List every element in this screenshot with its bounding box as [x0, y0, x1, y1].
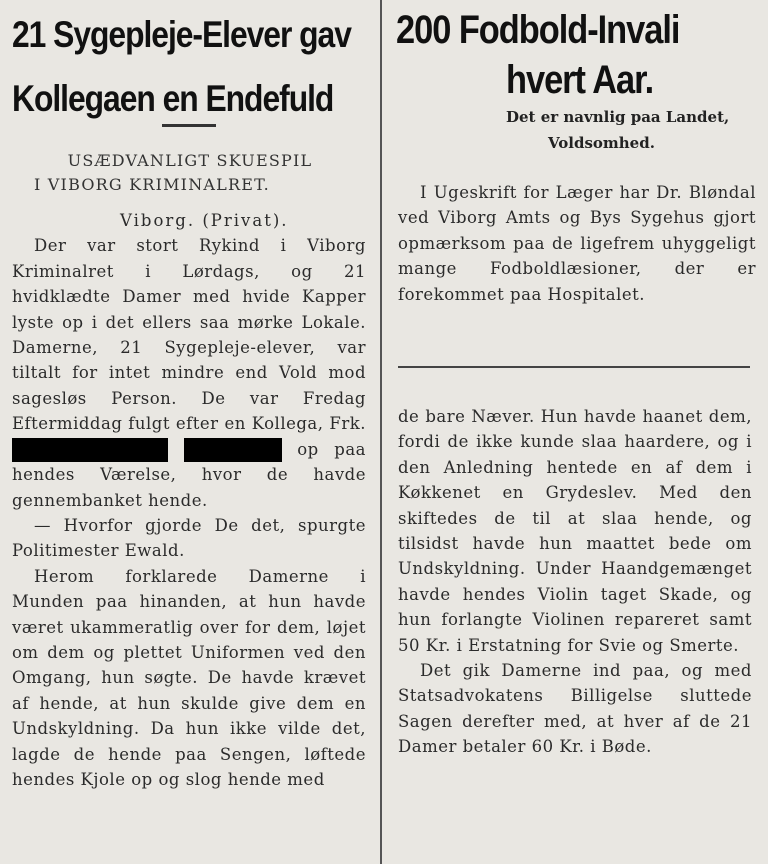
headline-dash-divider: [166, 124, 216, 130]
left-paragraph-1-text-b: op paa hendes Værelse, hvor de havde gennembanket hende.: [12, 439, 367, 510]
right-deck-line2: Voldsomhed.: [548, 134, 655, 152]
horizontal-rule: [398, 366, 750, 368]
continuation-paragraph-2: Det gik Damerne ind paa, og med Statsadvokatens Billigelse sluttede Sagen derefter med, at hver af de 21 Damer betaler 60 Kr. i Bøde.: [398, 661, 752, 757]
left-paragraph-2: — Hvorfor gjorde De det, spurgte Politimester Ewald.: [12, 515, 366, 561]
redaction-bar: [184, 438, 282, 462]
right-body: [398, 180, 756, 307]
right-deck-line1: Det er navnlig paa Landet,: [506, 108, 730, 126]
column-divider: [380, 0, 382, 864]
redaction-bar: [12, 438, 168, 462]
right-paragraph-1: I Ugeskrift for Læger har Dr. Bløndal ved Viborg Amts og Bys Sygehus gjort opmærksom paa de ligefrem uhyggeligt mange Fodboldlæsioner, der er forekommet paa Hospitalet.: [398, 183, 756, 304]
left-paragraph-1-text-a: Der var stort Rykind i Viborg Kriminalret i Lørdags, og 21 hvidklædte Damer med hvide Kapper lyste op i det ellers saa mørke Lokale. Damerne, 21 Sygepleje-elever, var tiltalt for intet mindre end Vold mod sagesløs Person. De var Fredag Eftermiddag fulgt efter en Kollega, Frk.: [12, 236, 366, 434]
left-headline-line1: 21 Sygepleje-Elever gav: [12, 14, 351, 55]
left-body: [12, 208, 366, 792]
left-paragraph-1: [12, 233, 366, 513]
right-headline-line1: 200 Fodbold-Invali: [396, 8, 680, 52]
continuation-body: [398, 404, 752, 760]
left-article: [0, 0, 378, 864]
left-subheading-1: USÆDVANLIGT SKUESPIL: [67, 151, 313, 170]
continuation-paragraph-1: de bare Næver. Hun havde haanet dem, fordi de ikke kunde slaa haardere, og i den Anledning hentede en af dem i Køkkenet en Grydeslev. Med den skiftedes de til at slaa hende, og tilsidst havde hun maattet bede om Undskyldning. Under Haandgemænget havde hendes Violin taget Skade, og hun forlangte Violinen repareret samt 50 Kr. i Erstatning for Svie og Smerte.: [398, 407, 752, 655]
left-paragraph-3: Herom forklarede Damerne i Munden paa hinanden, at hun havde været ukammeratlig over for dem, løjet om dem og plettet Uniformen ved den Omgang, hun søgte. De havde krævet af hende, at hun skulde give dem en Undskyldning. Da hun ikke vilde det, lagde de hende paa Sengen, løftede hendes Kjole op og slog hende med: [12, 566, 366, 790]
right-headline-line2: hvert Aar.: [506, 58, 654, 102]
dateline: Viborg. (Privat).: [120, 211, 289, 230]
left-headline: [12, 12, 351, 122]
left-subheading-2: I VIBORG KRIMINALRET.: [34, 175, 270, 194]
left-headline-line2: Kollegaen en Endefuld: [12, 78, 334, 119]
